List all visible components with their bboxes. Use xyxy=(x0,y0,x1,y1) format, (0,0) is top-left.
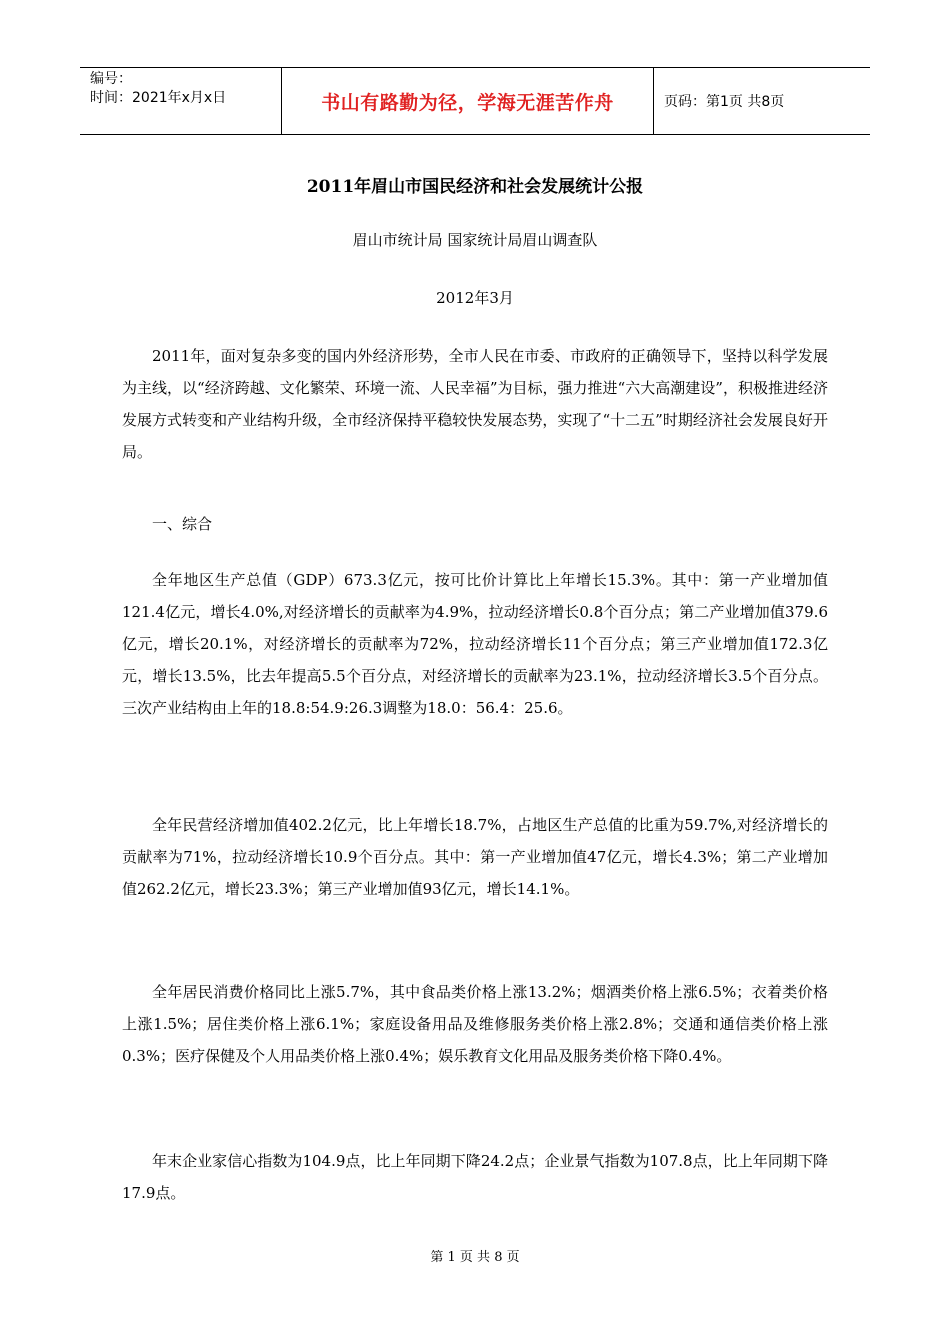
paragraph-intro: 2011年，面对复杂多变的国内外经济形势，全市人民在市委、市政府的正确领导下，坚持以科学发展为主线，以“经济跨越、文化繁荣、环境一流、人民幸福”为目标，强力推进“六大高潮建设”，积极推进经济发展方式转变和产业结构升级，全市经济保持平稳较快发展态势，实现了“十二五”时期经济社会发展良好开局。 xyxy=(122,347,828,461)
document-title: 2011年眉山市国民经济和社会发展统计公报 xyxy=(306,177,644,197)
section-heading-overview: 一、综合 xyxy=(152,515,213,533)
document-time-label: 时间：2021年x月x日 xyxy=(90,90,227,106)
header-motto: 书山有路勤为径，学海无涯苦作舟 xyxy=(282,68,654,134)
document-number-label: 编号： xyxy=(90,71,132,87)
header-meta-cell xyxy=(80,68,282,134)
header-table xyxy=(80,67,870,135)
paragraph-gdp: 全年地区生产总值（GDP）673.3亿元，按可比价计算比上年增长15.3%。其中：第一产业增加值121.4亿元，增长4.0%,对经济增长的贡献率为4.9%，拉动经济增长0.8个百分点；第二产业增加值379.6亿元，增长20.1%，对经济增长的贡献率为72%，拉动经济增长11个百分点；第三产业增加值172.3亿元，增长13.5%，比去年提高5.5个百分点，对经济增长的贡献率为23.1%，拉动经济增长3.5个百分点。三次产业结构由上年的18.8:54.9:26.3调整为18.0：56.4：25.6。 xyxy=(122,571,828,717)
document-issuer: 眉山市统计局 国家统计局眉山调查队 xyxy=(352,231,598,249)
footer-page-indicator: 第 1 页 共 8 页 xyxy=(430,1250,520,1265)
paragraph-private-economy: 全年民营经济增加值402.2亿元，比上年增长18.7%，占地区生产总值的比重为59.7%,对经济增长的贡献率为71%，拉动经济增长10.9个百分点。其中：第一产业增加值47亿元，增长4.3%；第二产业增加值262.2亿元，增长23.3%；第三产业增加值93亿元，增长14.1%。 xyxy=(122,816,828,898)
header-page-code: 页码：第1页 共8页 xyxy=(664,94,785,110)
document-date: 2012年3月 xyxy=(436,289,514,307)
paragraph-confidence-index: 年末企业家信心指数为104.9点，比上年同期下降24.2点；企业景气指数为107.8点，比上年同期下降17.9点。 xyxy=(122,1152,828,1202)
paragraph-cpi: 全年居民消费价格同比上涨5.7%，其中食品类价格上涨13.2%；烟酒类价格上涨6.5%；衣着类价格上涨1.5%；居住类价格上涨6.1%；家庭设备用品及维修服务类价格上涨2.8%；交通和通信类价格上涨0.3%；医疗保健及个人用品类价格上涨0.4%；娱乐教育文化用品及服务类价格下降0.4%。 xyxy=(122,983,828,1065)
